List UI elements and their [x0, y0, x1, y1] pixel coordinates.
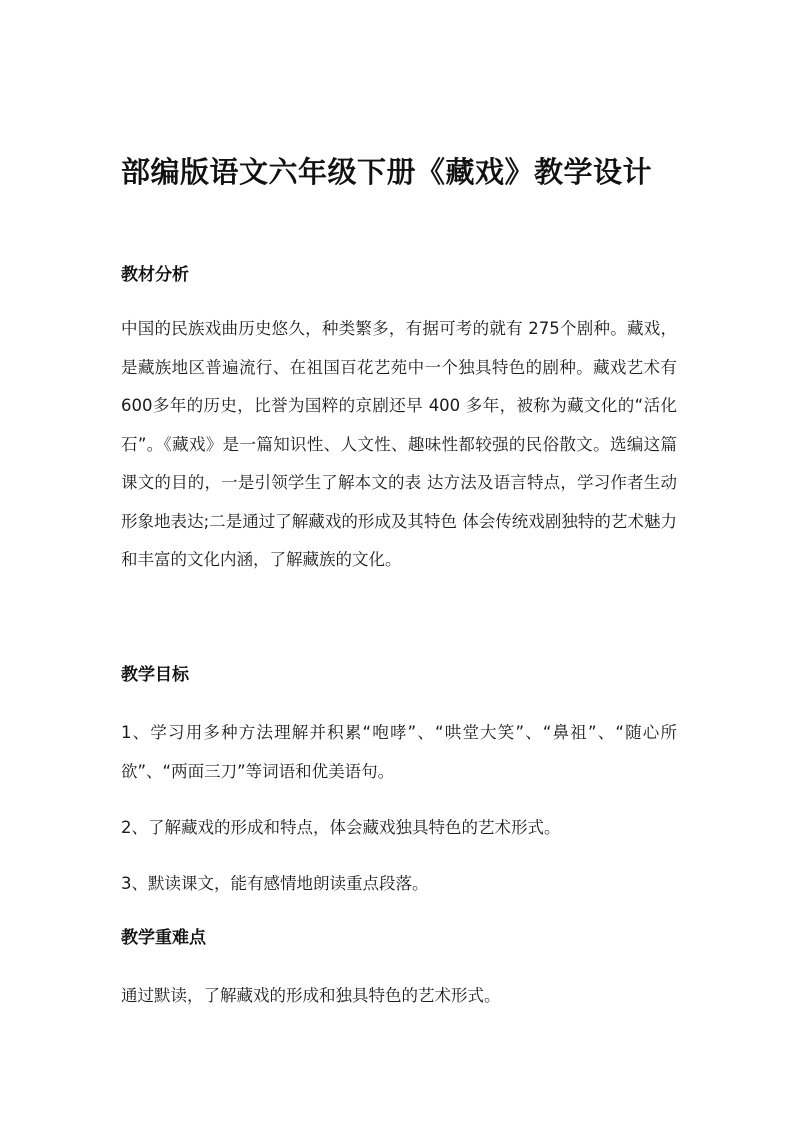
section-heading-analysis: 教材分析: [121, 265, 189, 285]
goal-item-2: 2、了解藏戏的形成和特点，体会藏戏独具特色的艺术形式。: [121, 818, 561, 837]
goal-item-3: 3、默读课文，能有感情地朗读重点段落。: [121, 874, 429, 893]
analysis-paragraph: 中国的民族戏曲历史悠久，种类繁多，有据可考的就有 275个剧种。藏戏，是藏族地区普遍流行、在祖国百花艺苑中一个独具特色的剧种。藏戏艺术有 600多年的历史，比誉为国粹的京剧还早 400 多年，被称为藏文化的“活化石”。《藏戏》是一篇知识性、人文性、趣味性都较强的民俗散文。选编这篇课文的目的，一是引领学生了解本文的表 达方法及语言特点，学习作者生动形象地表达;二是通过了解藏戏的形成及其特色 体会传统戏剧独特的艺术魅力和丰富的文化内涵，了解藏族的文化。: [121, 319, 677, 569]
key-points-paragraph: 通过默读，了解藏戏的形成和独具特色的艺术形式。: [121, 986, 501, 1005]
page-title: 部编版语文六年级下册《藏戏》教学设计: [121, 155, 653, 189]
goal-item-1: 1、学习用多种方法理解并积累“咆哮”、“哄堂大笑”、“鼻祖”、“随心所欲”、“两面三刀”等词语和优美语句。: [121, 723, 677, 781]
section-heading-goals: 教学目标: [121, 665, 189, 685]
section-heading-key-points: 教学重难点: [121, 928, 206, 948]
